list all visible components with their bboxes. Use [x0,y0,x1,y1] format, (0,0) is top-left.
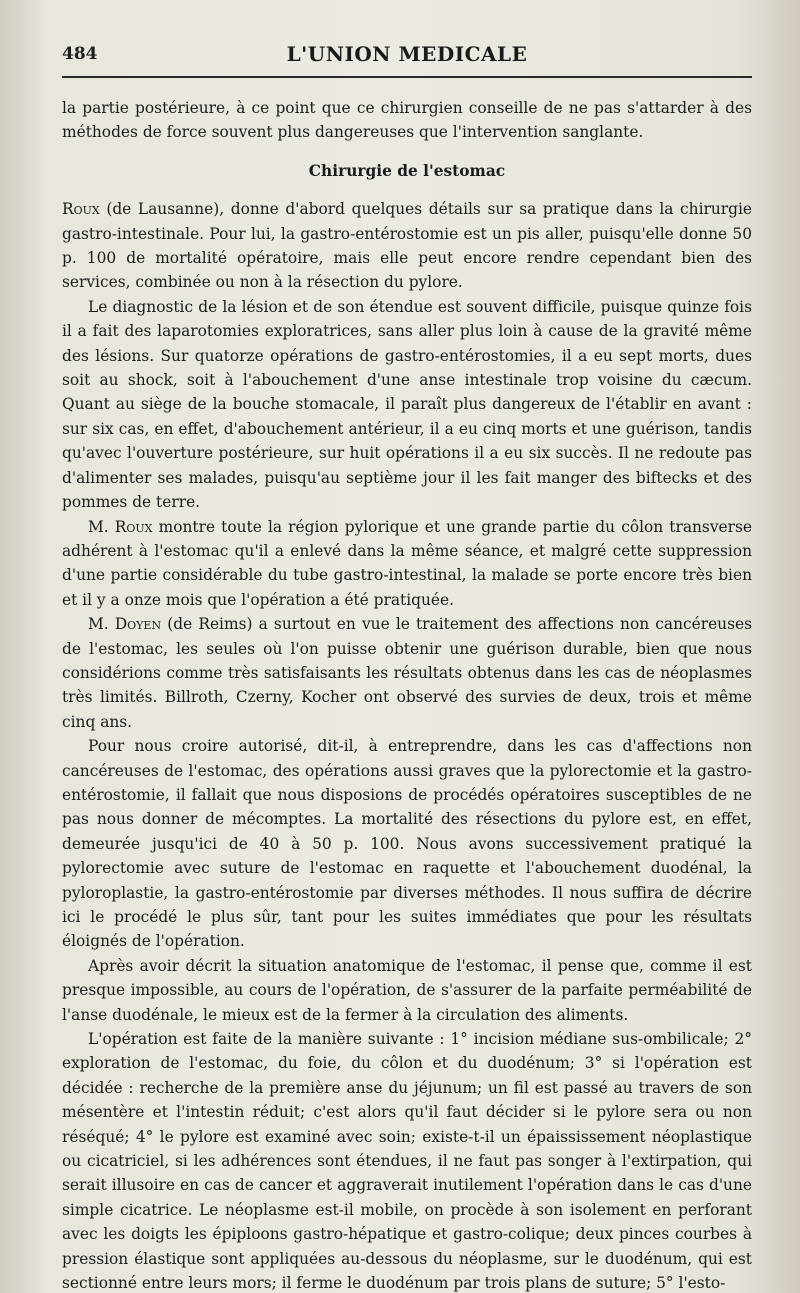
paragraph-text: (de Reims) a surtout en vue le traitement des affections non cancéreuses de l'estomac, les seules où l'on puisse obtenir une guérison durable, bien que nous considérions comme très satisfaisants les résultats obtenus dans les cas de néoplasmes très limités. Billroth, Czerny, Kocher ont observé des survies de deux, trois et même cinq ans. [62,615,753,731]
page-number: 484 [62,44,98,64]
author-name: Roux [62,200,100,219]
paragraph-doyen [62,612,752,734]
journal-title: L'UNION MEDICALE [286,42,528,66]
section-heading: Chirurgie de l'estomac [308,161,506,180]
paragraph-procedure: L'opération est faite de la manière suivante : 1° incision médiane sus-ombilicale; 2° exploration de l'estomac, du foie, du côlon et du duodénum; 3° si l'opération est décidée : recherche de la première anse du jéjunum; un fil est passé au travers de son mésentère et l'intestin réduit; c'est alors qu'il faut décider si le pylore sera ou non réséqué; 4° le pylore est examiné avec soin; existe-t-il un épaississement néoplastique ou cicatriciel, si les adhérences sont étendues, il ne faut pas songer à l'extirpation, qui serait illusoire en cas de cancer et aggraverait inutilement l'opération dans le cas d'une simple cicatrice. Le néoplasme est-il mobile, on procède à son isolement en perforant avec les doigts les épiploons gastro-hépatique et gastro-colique; deux pinces courbes à pression élastique sont appliquées au-dessous du néoplasme, sur le duodénum, qui est sectionné entre leurs mors; il ferme le duodénum par trois plans de suture; 5° l'esto- [62,1030,752,1293]
paragraph-justification: Pour nous croire autorisé, dit-il, à entreprendre, dans les cas d'affections non cancéreuses de l'estomac, des opérations aussi graves que la pylorectomie et la gastro-entérostomie, il fallait que nous disposions de procédés opératoires susceptibles de ne pas nous donner de mécomptes. La mortalité des résections du pylore est, en effet, demeurée jusqu'ici de 40 à 50 p. 100. Nous avons successivement pratiqué la pylorectomie avec suture de l'estomac en raquette et l'abouchement duodénal, la pyloroplastie, la gastro-entérostomie par diverses méthodes. Il nous suffira de décrire ici le procédé le plus sûr, tant pour les suites immédiates que pour les résultats éloignés de l'opération. [62,737,752,951]
honorific: M. [88,517,115,536]
article-body [62,96,752,1293]
paragraph-roux-intro [62,197,752,295]
paragraph-anatomy: Après avoir décrit la situation anatomique de l'estomac, il pense que, comme il est presque impossible, au cours de l'opération, de s'assurer de la parfaite perméabilité de l'anse duodénale, le mieux est de la fermer à la circulation des aliments. [62,956,752,1024]
header-rule [62,76,752,78]
paragraph-roux-demonstration [62,515,752,613]
running-head [62,36,752,76]
paragraph-text: (de Lausanne), donne d'abord quelques détails sur sa pratique dans la chirurgie gastro-intestinale. Pour lui, la gastro-entérostomie est un pis aller, puisqu'elle donne 50 p. 100 de mortalité opératoire, mais elle peut encore rendre cependant bien des services, combinée ou non à la résection du pylore. [62,200,752,292]
author-name: Doyen [114,615,162,634]
author-name: Roux [114,517,153,536]
paragraph-continuation: la partie postérieure, à ce point que ce chirurgien conseille de ne pas s'attarder à des méthodes de force souvent plus dangereuses que l'intervention sanglante. [62,99,752,142]
paragraph-text: montre toute la région pylorique et une grande partie du côlon transverse adhérent à l'estomac qu'il a enlevé dans la même séance, et malgré cette suppression d'une partie considérable du tube gastro-intestinal, la malade se porte encore très bien et il y a onze mois que l'opération a été pratiquée. [62,517,753,609]
honorific: M. [88,615,115,634]
paragraph-diagnosis: Le diagnostic de la lésion et de son étendue est souvent difficile, puisque quinze fois il a fait des laparotomies exploratrices, sans aller plus loin à cause de la gravité même des lésions. Sur quatorze opérations de gastro-entérostomies, il a eu sept morts, dues soit au shock, soit à l'abouchement d'une anse intestinale trop voisine du cæcum. Quant au siège de la bouche stomacale, il paraît plus dangereux de l'établir en avant : sur six cas, en effet, d'abouchement antérieur, il a eu cinq morts et une guérison, tandis qu'avec l'ouverture postérieure, sur huit opérations il a eu six succès. Il ne redoute pas d'alimenter ses malades, puisqu'au septième jour il les fait manger des biftecks et des pommes de terre. [62,297,752,512]
